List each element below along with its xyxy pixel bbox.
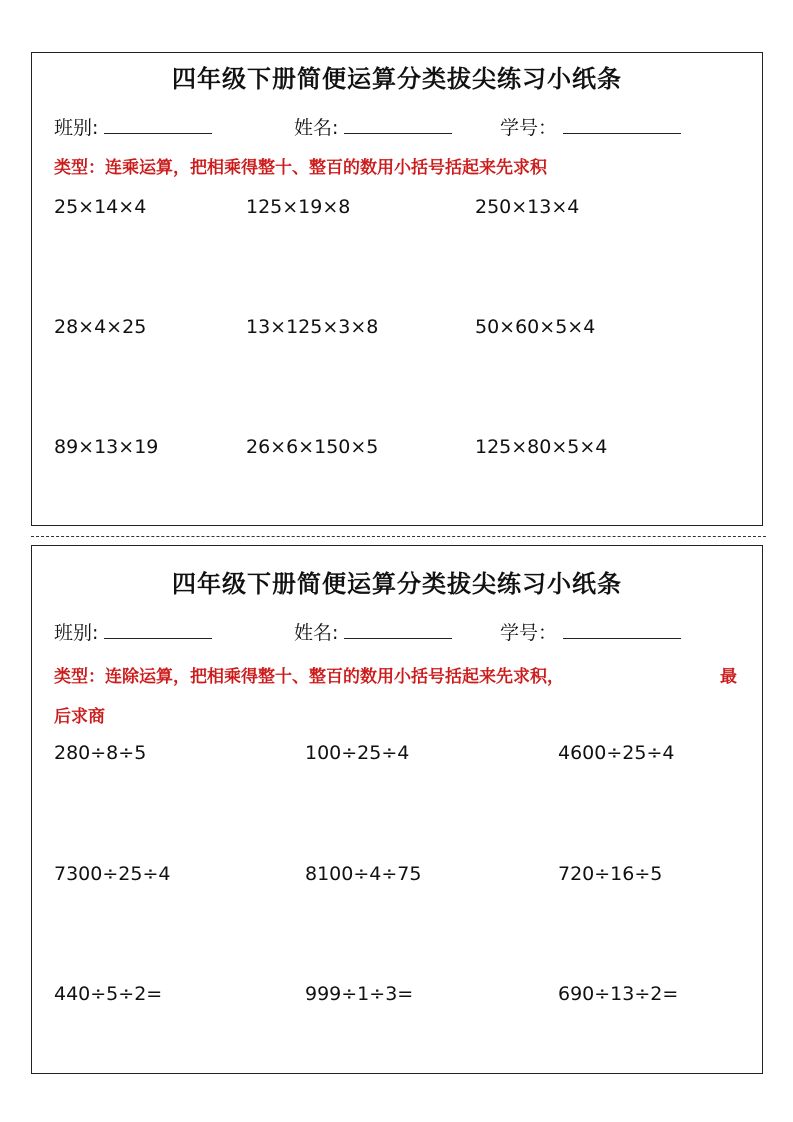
- worksheet-title: 四年级下册简便运算分类拔尖练习小纸条: [172, 570, 622, 598]
- problem-2: 125×19×8: [246, 196, 351, 218]
- problem-1: 25×14×4: [54, 196, 147, 218]
- name-label: 姓名:: [294, 117, 339, 139]
- worksheet-title: 四年级下册简便运算分类拔尖练习小纸条: [172, 65, 622, 93]
- worksheet-card-multiplication: [31, 52, 763, 526]
- problem-2: 100÷25÷4: [305, 742, 410, 764]
- problem-8: 26×6×150×5: [246, 436, 379, 458]
- class-field: [54, 618, 212, 645]
- problem-9: 125×80×5×4: [475, 436, 608, 458]
- worksheet-card-division: [31, 545, 763, 1074]
- name-field: [294, 113, 452, 140]
- problem-4: 28×4×25: [54, 316, 147, 338]
- student-id-blank[interactable]: [563, 620, 681, 639]
- problem-6: 50×60×5×4: [475, 316, 596, 338]
- problem-6: 720÷16÷5: [558, 863, 663, 885]
- problem-5: 8100÷4÷75: [305, 863, 422, 885]
- name-label: 姓名:: [294, 622, 339, 644]
- cut-line-divider: [31, 536, 766, 537]
- student-id-label: 学号：: [500, 117, 558, 139]
- name-blank[interactable]: [344, 115, 452, 134]
- class-field: [54, 113, 212, 140]
- type-hint-line-1: 类型：连除运算，把相乘得整十、整百的数用小括号括起来先求积，: [54, 667, 564, 687]
- type-hint-line-1-tail: 最: [720, 667, 737, 687]
- student-id-field: [500, 618, 681, 645]
- problem-5: 13×125×3×8: [246, 316, 379, 338]
- student-id-field: [500, 113, 681, 140]
- name-blank[interactable]: [344, 620, 452, 639]
- type-hint: 类型：连乘运算，把相乘得整十、整百的数用小括号括起来先求积: [54, 158, 547, 178]
- problem-7: 89×13×19: [54, 436, 159, 458]
- class-label: 班别:: [54, 117, 99, 139]
- name-field: [294, 618, 452, 645]
- student-id-blank[interactable]: [563, 115, 681, 134]
- class-blank[interactable]: [104, 620, 212, 639]
- type-hint-line-2: 后求商: [54, 707, 105, 727]
- class-label: 班别:: [54, 622, 99, 644]
- problem-4: 7300÷25÷4: [54, 863, 171, 885]
- problem-3: 4600÷25÷4: [558, 742, 675, 764]
- problem-7: 440÷5÷2=: [54, 983, 163, 1005]
- problem-9: 690÷13÷2=: [558, 983, 679, 1005]
- student-id-label: 学号：: [500, 622, 558, 644]
- problem-1: 280÷8÷5: [54, 742, 147, 764]
- problem-8: 999÷1÷3=: [305, 983, 414, 1005]
- class-blank[interactable]: [104, 115, 212, 134]
- problem-3: 250×13×4: [475, 196, 580, 218]
